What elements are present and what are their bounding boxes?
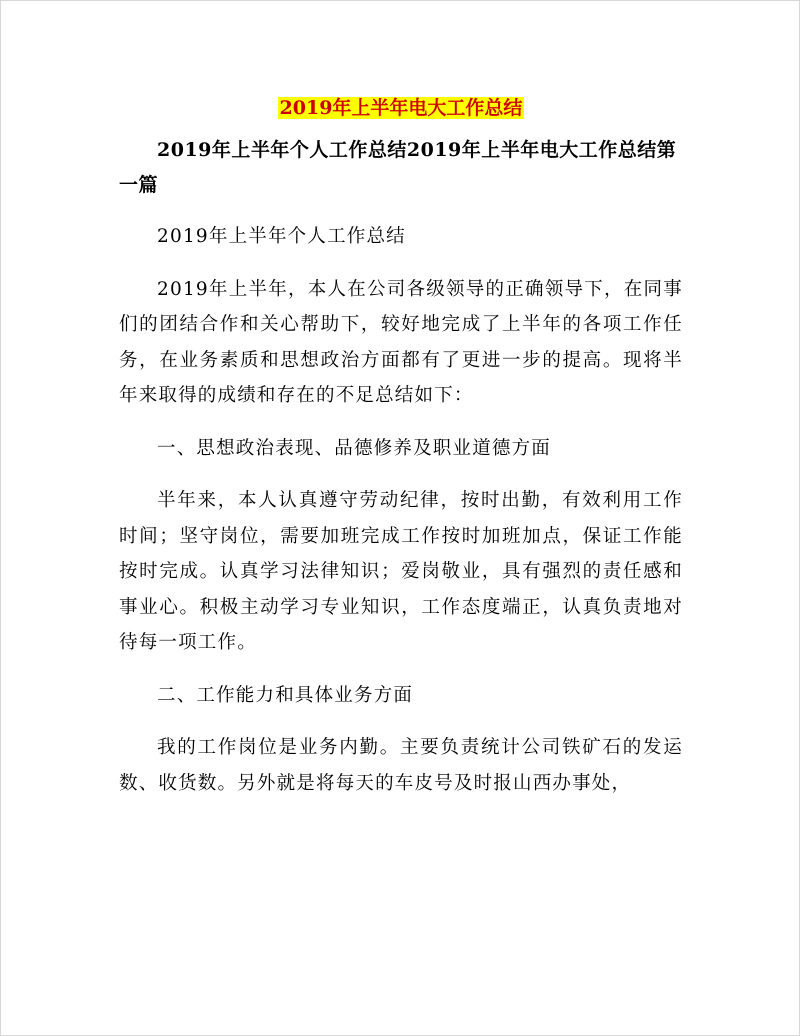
paragraph-section-one-body: 半年来，本人认真遵守劳动纪律，按时出勤，有效利用工作时间；坚守岗位，需要加班完成工作按时加班加点，保证工作能按时完成。认真学习法律知识；爱岗敬业，具有强烈的责任感和事业心。积极主动学习专业知识，工作态度端正，认真负责地对待每一项工作。 [119, 490, 683, 653]
document-title-text: 2019年上半年电大工作总结 [279, 97, 523, 119]
document-title [119, 91, 683, 125]
paragraph-section-one-title: 一、思想政治表现、品德修养及职业道德方面 [157, 437, 552, 459]
document-content [119, 91, 683, 818]
paragraph-intro: 2019年上半年，本人在公司各级领导的正确领导下，在同事们的团结合作和关心帮助下，较好地完成了上半年的各项工作任务，在业务素质和思想政治方面都有了更进一步的提高。现将半年来取得的成绩和存在的不足总结如下： [119, 278, 683, 406]
section-heading: 2019年上半年个人工作总结2019年上半年电大工作总结第一篇 [119, 139, 677, 196]
paragraph-section-two-body: 我的工作岗位是业务内勤。主要负责统计公司铁矿石的发运数、收货数。另外就是将每天的车皮号及时报山西办事处， [119, 737, 683, 794]
paragraph-section-two-title: 二、工作能力和具体业务方面 [157, 684, 414, 706]
paragraph-subtitle: 2019年上半年个人工作总结 [157, 226, 406, 247]
